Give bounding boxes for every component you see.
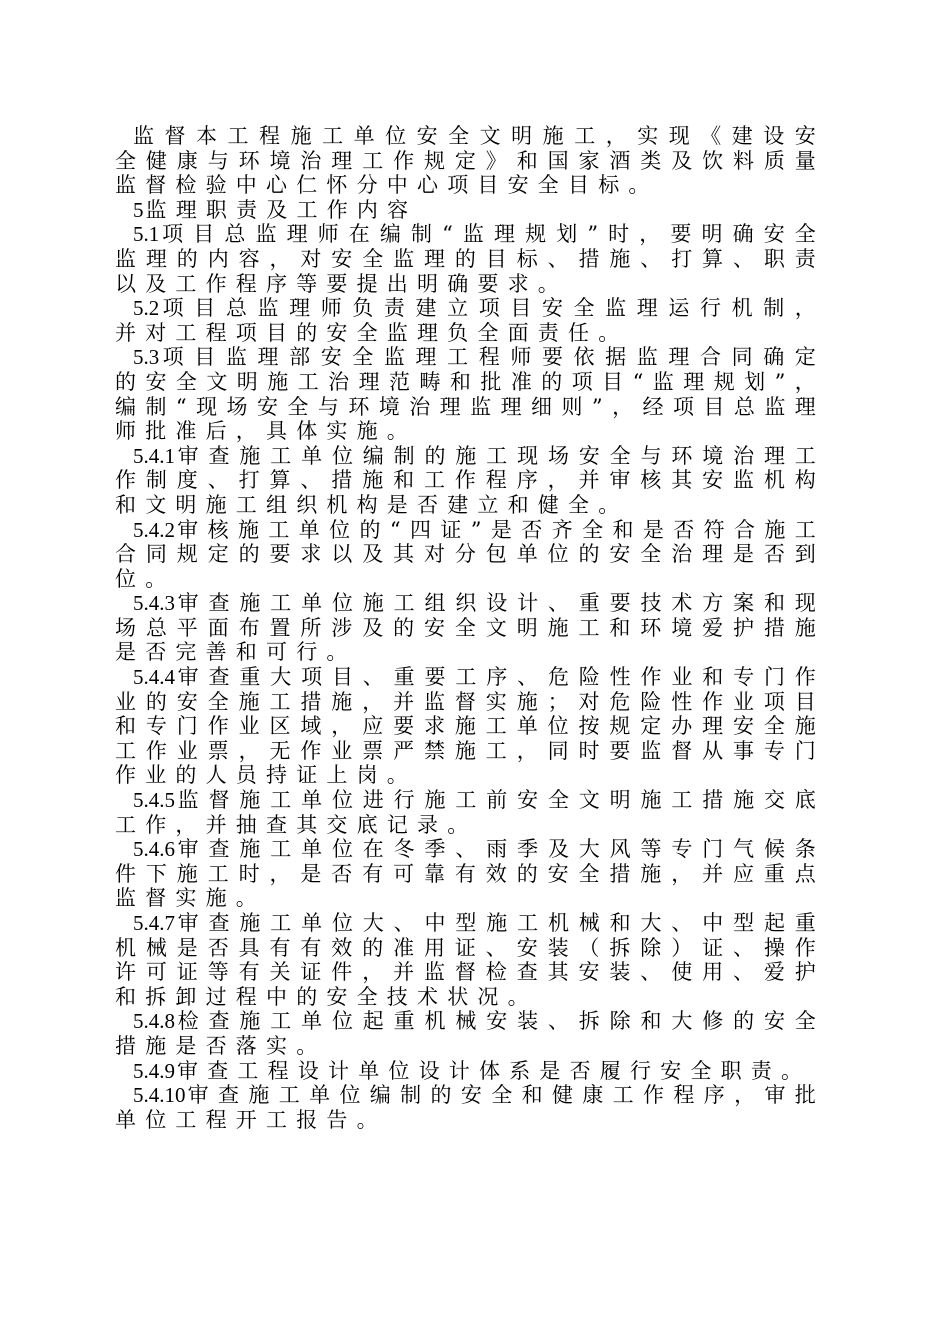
clause-5-4-2	[115, 518, 825, 592]
clause-text: 监督施工单位进行施工前安全文明施工措施交底工作，并抽查其交底记录。	[115, 788, 825, 837]
clause-5-4-6	[115, 837, 825, 911]
clause-number: 5.4.7	[133, 911, 175, 935]
clause-text: 审查重大项目、重要工序、危险性作业和专门作业的安全施工措施，并监督实施；对危险性作业项目和专门作业区域，应要求施工单位按规定办理安全施工作业票，无作业票严禁施工，同时要监督从事专门作业的人员持证上岗。	[115, 665, 825, 788]
clause-number: 5.2	[133, 296, 160, 321]
clause-text: 项目监理部安全监理工程师要依据监理合同确定的安全文明施工治理范畴和批准的项目“监理规划”，编制“现场安全与环境治理监理细则”，经项目总监理师批准后，具体实施。	[115, 345, 825, 444]
clause-text: 审查工程设计单位设计体系是否履行安全职责。	[177, 1058, 812, 1083]
clause-5-4-9	[115, 1059, 825, 1084]
clause-5-3	[115, 345, 825, 443]
clause-number: 5.4.5	[133, 788, 175, 813]
clause-5-4-8	[115, 1009, 825, 1058]
clause-text: 审查施工单位编制的施工现场安全与环境治理工作制度、打算、措施和工作程序，并审核其安监机构和文明施工组织机构是否建立和健全。	[115, 443, 825, 517]
clause-text: 审查施工单位编制的安全和健康工作程序，审批单位工程开工报告。	[115, 1083, 825, 1132]
paragraph-text: 监督本工程施工单位安全文明施工，实现《建设安全健康与环境治理工作规定》和国家酒类及饮料质量监督检验中心仁怀分中心项目安全目标。	[115, 124, 825, 198]
section-heading-5	[115, 198, 825, 223]
clause-text: 项目总监理师在编制“监理规划”时，要明确安全监理的内容，对安全监理的目标、措施、打算、职责以及工作程序等要提出明确要求。	[115, 222, 825, 296]
paragraph-intro	[115, 124, 825, 198]
clause-number: 5.4.9	[133, 1058, 175, 1083]
section-number: 5	[133, 197, 144, 222]
clause-5-4-1	[115, 444, 825, 518]
clause-number: 5.4.4	[133, 665, 175, 690]
clause-5-4-4	[115, 665, 825, 788]
clause-text: 项目总监理师负责建立项目安全监理运行机制，并对工程项目的安全监理负全面责任。	[115, 296, 825, 345]
clause-number: 5.4.6	[133, 837, 175, 862]
clause-5-4-10	[115, 1083, 825, 1132]
clause-text: 检查施工单位起重机械安装、拆除和大修的安全措施是否落实。	[115, 1009, 825, 1058]
clause-5-1	[115, 222, 825, 296]
document-page	[115, 124, 825, 1132]
clause-text: 审查施工单位在冬季、雨季及大风等专门气候条件下施工时，是否有可靠有效的安全措施，并应重点监督实施。	[115, 837, 825, 911]
clause-number: 5.4.2	[133, 517, 175, 542]
clause-5-4-7	[115, 911, 825, 1009]
clause-number: 5.4.3	[133, 591, 175, 616]
clause-number: 5.4.8	[133, 1009, 175, 1034]
clause-5-2	[115, 296, 825, 345]
clause-number: 5.1	[133, 222, 160, 247]
clause-5-4-5	[115, 788, 825, 837]
clause-text: 审核施工单位的“四证”是否齐全和是否符合施工合同规定的要求以及其对分包单位的安全治理是否到位。	[115, 517, 825, 591]
clause-number: 5.3	[133, 345, 160, 370]
clause-5-4-3	[115, 591, 825, 665]
clause-text: 审查施工单位施工组织设计、重要技术方案和现场总平面布置所涉及的安全文明施工和环境爱护措施是否完善和可行。	[115, 591, 825, 665]
section-title: 监理职责及工作内容	[145, 197, 418, 222]
clause-number: 5.4.10	[133, 1083, 186, 1108]
clause-text: 审查施工单位大、中型施工机械和大、中型起重机械是否具有有效的准用证、安装（拆除）证、操作许可证等有关证件，并监督检查其安装、使用、爱护和拆卸过程中的安全技术状况。	[115, 911, 825, 1009]
clause-number: 5.4.1	[133, 443, 175, 468]
